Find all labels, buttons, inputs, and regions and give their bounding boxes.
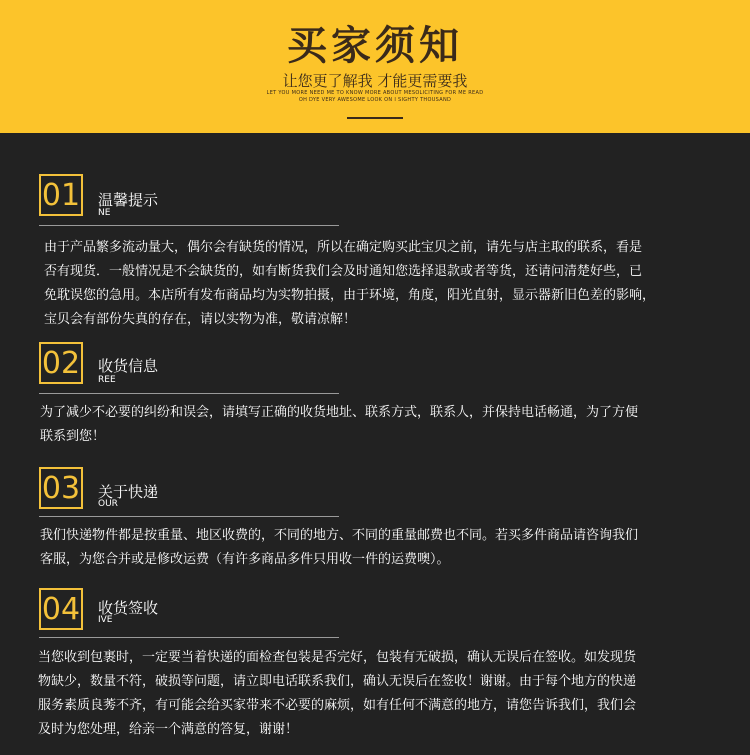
section-divider: [39, 393, 339, 394]
tagline-line-2: OH DYE VERY AWESOME LOOK ON I SIGHTY THOUSAND: [298, 97, 452, 103]
section-number-badge: 01: [39, 174, 83, 216]
section-body: 我们快递物件都是按重量、地区收费的，不同的地方、不同的重量邮费也不同。若买多件商品请咨询我们 客服，为您合并或是修改运费（有许多商品多件只用收一件的运费噢）。: [40, 528, 639, 567]
section-subtitle: REE: [98, 375, 116, 385]
section-number-badge: 02: [39, 342, 83, 384]
section-divider: [39, 516, 339, 517]
tagline-line-1: LET YOU MORE NEED ME TO KNOW MORE ABOUT MESOLICITING FOR ME READ: [266, 90, 484, 96]
header-banner: [0, 0, 750, 133]
section-number-badge: 03: [39, 467, 83, 509]
section-body: 为了减少不必要的纠纷和误会，请填写正确的收货地址、联系方式，联系人，并保持电话畅通，为了方便 联系到您！: [40, 405, 639, 444]
section-title: 关于快递: [98, 483, 159, 501]
section-subtitle: IVE: [98, 615, 113, 625]
section-subtitle: OUR: [98, 499, 118, 509]
section-divider: [39, 637, 339, 638]
section-divider: [39, 225, 339, 226]
page-title: 买家须知: [287, 23, 463, 69]
section-title: 收货信息: [98, 357, 159, 375]
section-number-badge: 04: [39, 588, 83, 630]
header-divider: [347, 117, 403, 119]
section-title: 收货签收: [98, 599, 159, 617]
section-subtitle: NE: [98, 208, 111, 218]
section-title: 温馨提示: [98, 191, 159, 209]
section-body: 当您收到包裹时，一定要当着快递的面检查包装是否完好，包装有无破损，确认无误后在签收。如发现货 物缺少，数量不符，破损等问题，请立即电话联系我们，确认无误后在签收！谢谢。由于每个地方的快递 服务素质良莠不齐，有可能会给买家带来不必要的麻烦，如有任何不满意的地方，请您告诉我们，我们会 及时为您处理，给亲一个满意的答复，谢谢！: [38, 650, 637, 737]
section-body: 由于产品繁多流动量大，偶尔会有缺货的情况，所以在确定购买此宝贝之前，请先与店主取的联系，看是 否有现货．一般情况是不会缺货的，如有断货我们会及时通知您选择退款或者等货，还请问清楚好些，已 免耽误您的急用。本店所有发布商品均为实物拍摄，由于环境，角度，阳光直射，显示器新旧色差的影响， 宝贝会有部份失真的存在，请以实物为准，敬请凉解！: [44, 240, 656, 327]
page-subtitle: 让您更了解我 才能更需要我: [282, 72, 468, 90]
